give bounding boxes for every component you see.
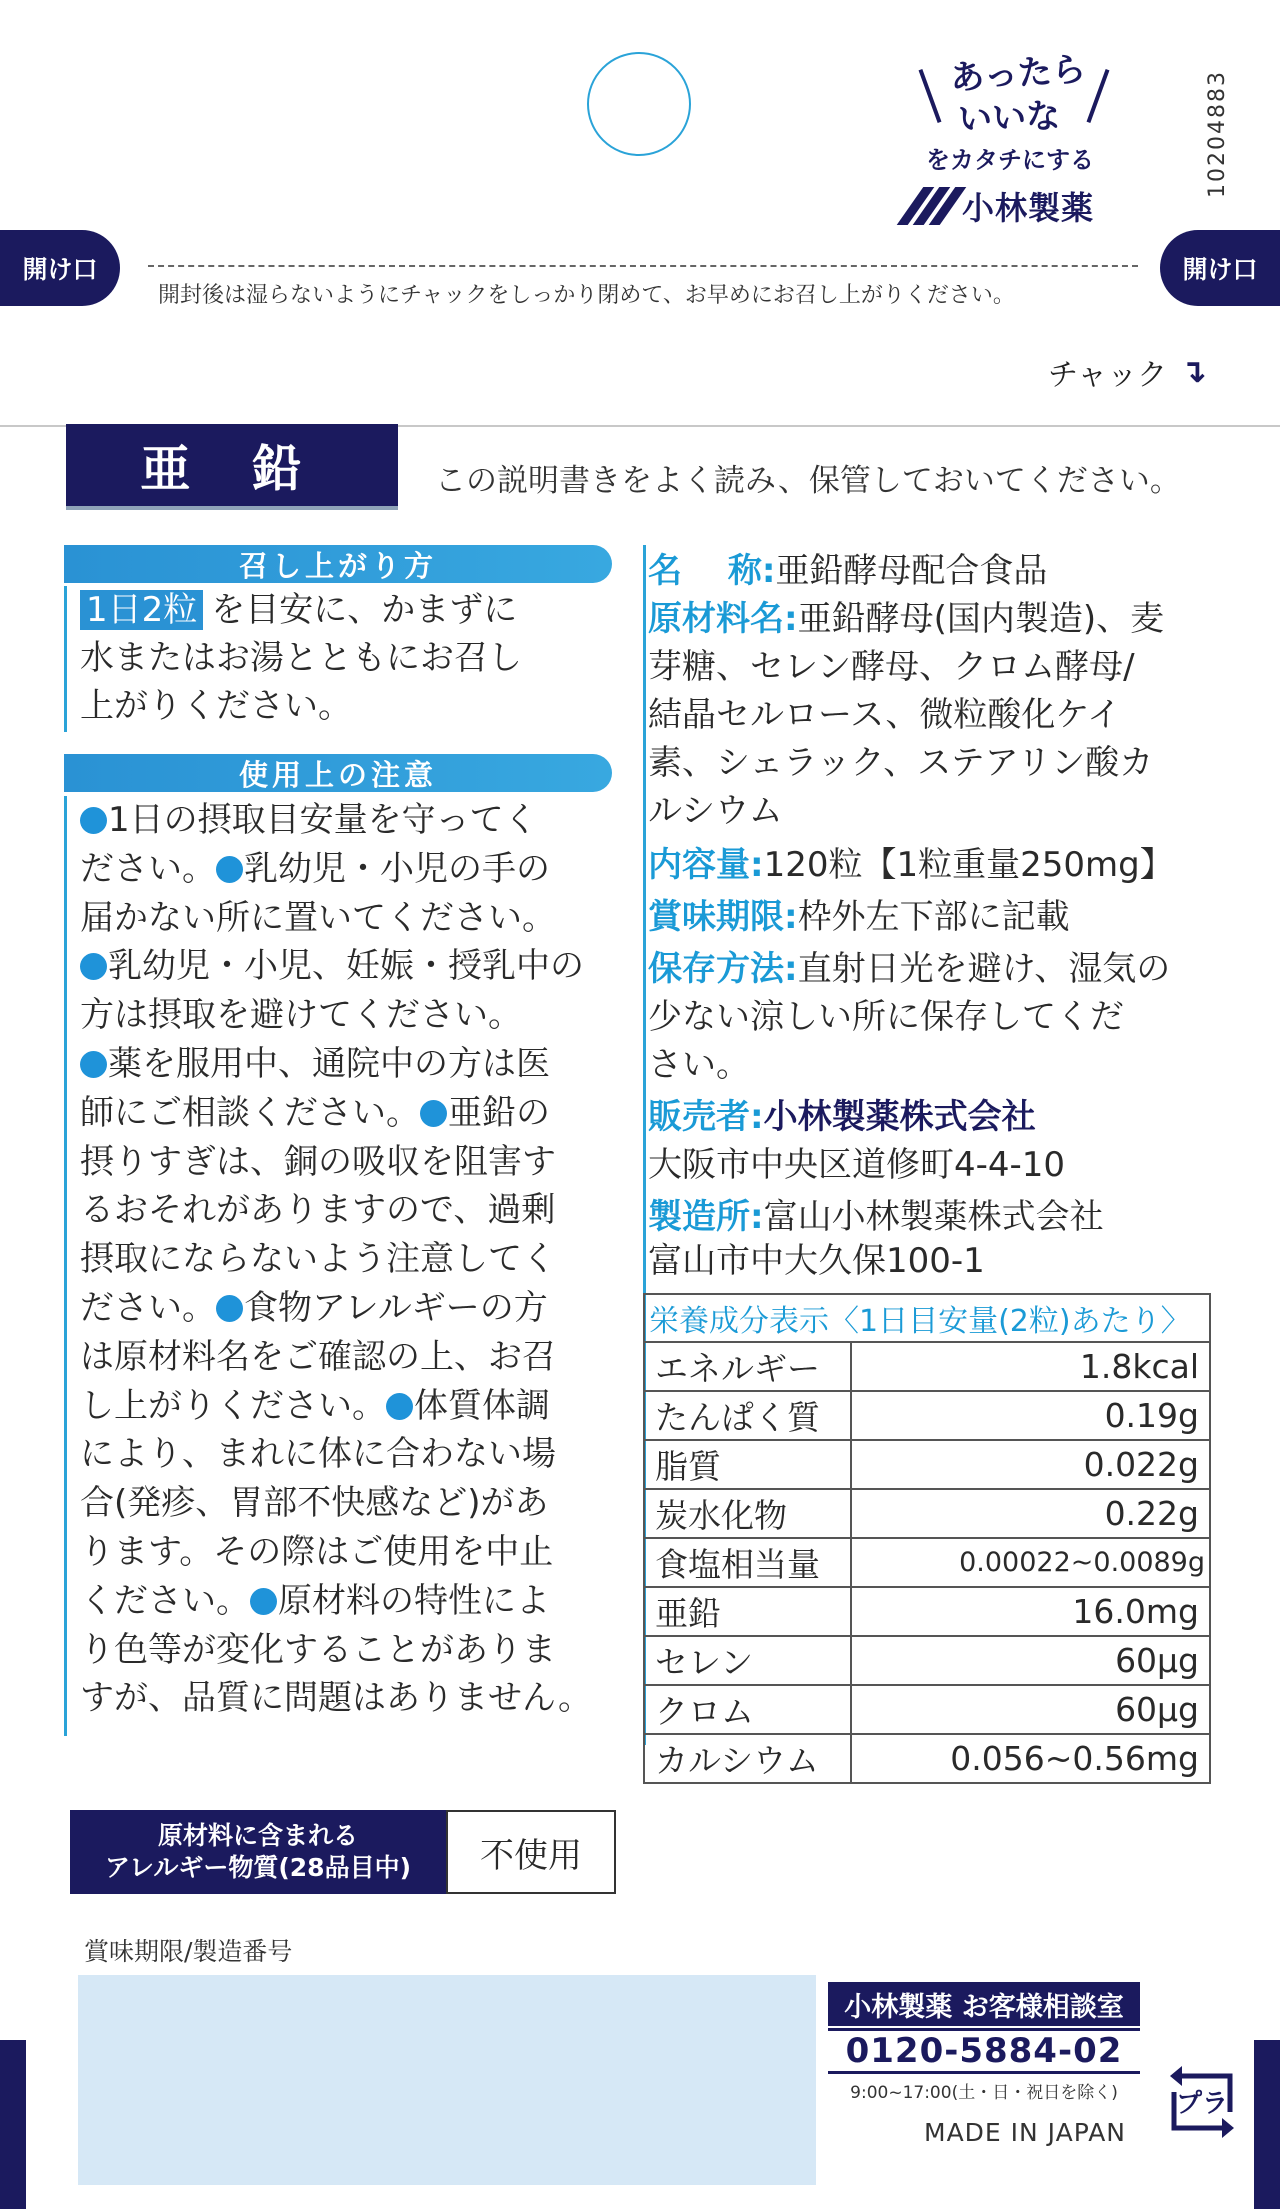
bullet-icon [80,953,107,980]
bullet-icon [250,1588,277,1615]
spec-value: 亜鉛酵母(国内製造)、麦 [797,599,1165,639]
spec-value: 120粒【1粒重量250mg】 [763,845,1174,885]
spec-label: 販売者: [648,1097,764,1137]
spec-value: 少ない涼しい所に保存してくだ [648,997,1124,1037]
precaution-text: ください。 [80,1580,250,1621]
nutrient-value: 60μg [851,1685,1210,1734]
spec-name [648,547,1047,595]
nutrient-value: 0.056~0.56mg [851,1734,1210,1783]
zipper-label: チャック [1048,358,1168,393]
slogan-line3: をカタチにする [926,146,1094,174]
spec-content [648,841,1174,889]
nutrient-value: 0.00022~0.0089g [851,1538,1210,1587]
spec-value: 直射日光を避け、湿気の [797,949,1171,989]
precaution-text: 合(発疹、胃部不快感など)があ [80,1483,549,1524]
made-in: MADE IN JAPAN [924,2118,1127,2147]
spec-bestbefore [648,893,1070,941]
spec-value: 富山市中大久保100-1 [648,1241,985,1281]
nutrition-table [643,1293,1211,1784]
precaution-text: 師にご相談ください。 [80,1092,420,1133]
spec-label: 保存方法: [648,949,798,989]
precaution-text: し上がりください。 [80,1385,386,1426]
nutrient-name: たんぱく質 [644,1391,851,1440]
precaution-text: 食物アレルギーの方 [244,1287,548,1328]
logo-mark-icon [900,189,956,223]
spec-label: 内容量: [648,845,764,885]
contact-hours: 9:00~17:00(土・日・祝日を除く) [850,2083,1118,2103]
spec-value: 小林製薬株式会社 [763,1097,1036,1137]
spec-value: 富山小林製薬株式会社 [763,1197,1104,1237]
table-row [644,1734,1210,1783]
spec-value: 亜鉛酵母配合食品 [775,551,1048,591]
precaution-text: 1日の摂取目安量を守ってく [108,800,538,840]
bullet-icon [80,807,107,834]
precaution-text: 方は摂取を避けてください。 [80,995,522,1036]
directions-text: を目安に、かまずに [211,590,518,630]
open-tab-left[interactable]: 開け口 [0,230,120,306]
spec-value: 枠外左下部に記載 [797,897,1070,937]
brand-name: 小林製薬 [962,189,1095,227]
contact-phone[interactable]: 0120-5884-02 [828,2028,1140,2074]
expiry-label: 賞味期限/製造番号 [84,1937,293,1966]
nutrient-name: 脂質 [644,1440,851,1489]
table-row [644,1391,1210,1440]
spec-label: 賞味期限: [648,897,798,937]
product-code: 10204883 [1205,70,1230,198]
precaution-text: 乳幼児・小児の手の [244,848,550,889]
customer-contact [828,1982,1140,2103]
precautions-heading: 使用上の注意 [64,754,612,792]
precaution-text: るおそれがありますので、過剰 [80,1190,556,1231]
directions-heading: 召し上がり方 [64,545,612,583]
hanging-hole [587,52,691,156]
side-bar-right [1254,2040,1280,2209]
precaution-text: ださい。 [80,1287,216,1328]
spec-value: 素、シェラック、ステアリン酸カ [648,743,1154,783]
bullet-icon [386,1393,413,1420]
allergen-value: 不使用 [446,1810,616,1894]
spec-value: 結晶セルロース、微粒酸化ケイ [648,695,1121,735]
tear-note: 開封後は湿らないようにチャックをしっかり閉めて、お早めにお召し上がりください。 [158,283,1015,308]
spec-maker [648,1193,1104,1241]
directions-body [64,586,616,732]
precaution-text: により、まれに体に合わない場 [80,1434,556,1475]
tear-line [148,265,1138,267]
spec-label: 名 称: [648,551,776,591]
allergen-label [70,1810,446,1894]
bullet-icon [216,856,243,883]
directions-highlight: 1日2粒 [80,590,203,630]
table-row [644,1489,1210,1538]
slogan-line1: あったら [949,49,1088,99]
directions-text: 水またはお湯とともにお召し [80,638,522,678]
precaution-text: 摂りすぎは、銅の吸収を阻害す [80,1141,556,1182]
side-bar-left [0,2040,26,2209]
slogan-line2: いいな [957,96,1061,140]
title-note: この説明書きをよく読み、保管しておいてください。 [435,463,1181,499]
precaution-text: は原材料名をご確認の上、お召 [80,1336,556,1377]
nutrient-value: 0.22g [851,1489,1210,1538]
arrow-down-icon: ↴ [1180,352,1207,390]
nutrient-name: セレン [644,1636,851,1685]
precaution-text: 薬を服用中、通院中の方は医 [108,1043,550,1084]
nutrient-name: 亜鉛 [644,1587,851,1636]
precaution-text: 乳幼児・小児、妊娠・授乳中の [108,946,584,987]
precautions-body [64,796,616,1736]
precaution-text: 届かない所に置いてください。 [80,897,556,938]
product-title: 亜 鉛 [66,424,398,510]
spec-value: ルシウム [648,791,783,831]
spec-label: 原材料名: [648,599,798,639]
spec-value: さい。 [648,1045,750,1085]
directions-text: 上がりください。 [80,686,352,726]
table-row [644,1342,1210,1391]
table-row [644,1636,1210,1685]
bullet-icon [216,1295,243,1322]
nutrient-value: 60μg [851,1636,1210,1685]
nutrient-value: 0.022g [851,1440,1210,1489]
open-tab-right[interactable]: 開け口 [1160,230,1280,306]
precaution-text: 亜鉛の [448,1092,550,1133]
precaution-text: 体質体調 [414,1385,550,1426]
precaution-text: り色等が変化することがありま [80,1629,556,1670]
spec-storage [648,945,1170,993]
allergen-label-line1: 原材料に含まれる [157,1821,358,1850]
spec-ingredients [648,595,1164,643]
table-row [644,1587,1210,1636]
bullet-icon [420,1100,447,1127]
allergen-label-line2: アレルギー物質(28品目中) [104,1853,412,1882]
spec-value: 大阪市中央区道修町4-4-10 [648,1145,1066,1185]
spec-label: 製造所: [648,1197,764,1237]
precaution-text: ださい。 [80,848,216,889]
recycle-mark-text: プラ [1175,2089,1229,2119]
spec-value: 芽糖、セレン酵母、クロム酵母/ [648,647,1135,687]
nutrient-name: 食塩相当量 [644,1538,851,1587]
expiry-box [78,1975,816,2185]
table-row [644,1538,1210,1587]
nutrient-name: クロム [644,1685,851,1734]
nutrition-heading: 栄養成分表示〈1日目安量(2粒)あたり〉 [644,1294,1210,1342]
table-row [644,1685,1210,1734]
precaution-text: すが、品質に問題はありません。 [80,1678,593,1719]
bullet-icon [80,1051,107,1078]
precaution-text: 原材料の特性によ [278,1580,550,1621]
precaution-text: ります。その際はご使用を中止 [80,1531,554,1572]
nutrient-value: 16.0mg [851,1587,1210,1636]
nutrient-name: カルシウム [644,1734,851,1783]
brand-logo [900,186,1094,226]
nutrient-value: 0.19g [851,1391,1210,1440]
nutrient-name: エネルギー [644,1342,851,1391]
contact-title: 小林製薬 お客様相談室 [828,1982,1140,2026]
spec-seller [648,1093,1036,1141]
precaution-text: 摂取にならないよう注意してく [80,1239,556,1280]
table-row [644,1440,1210,1489]
nutrient-name: 炭水化物 [644,1489,851,1538]
nutrient-value: 1.8kcal [851,1342,1210,1391]
recycle-pla-icon [1160,2060,1244,2144]
